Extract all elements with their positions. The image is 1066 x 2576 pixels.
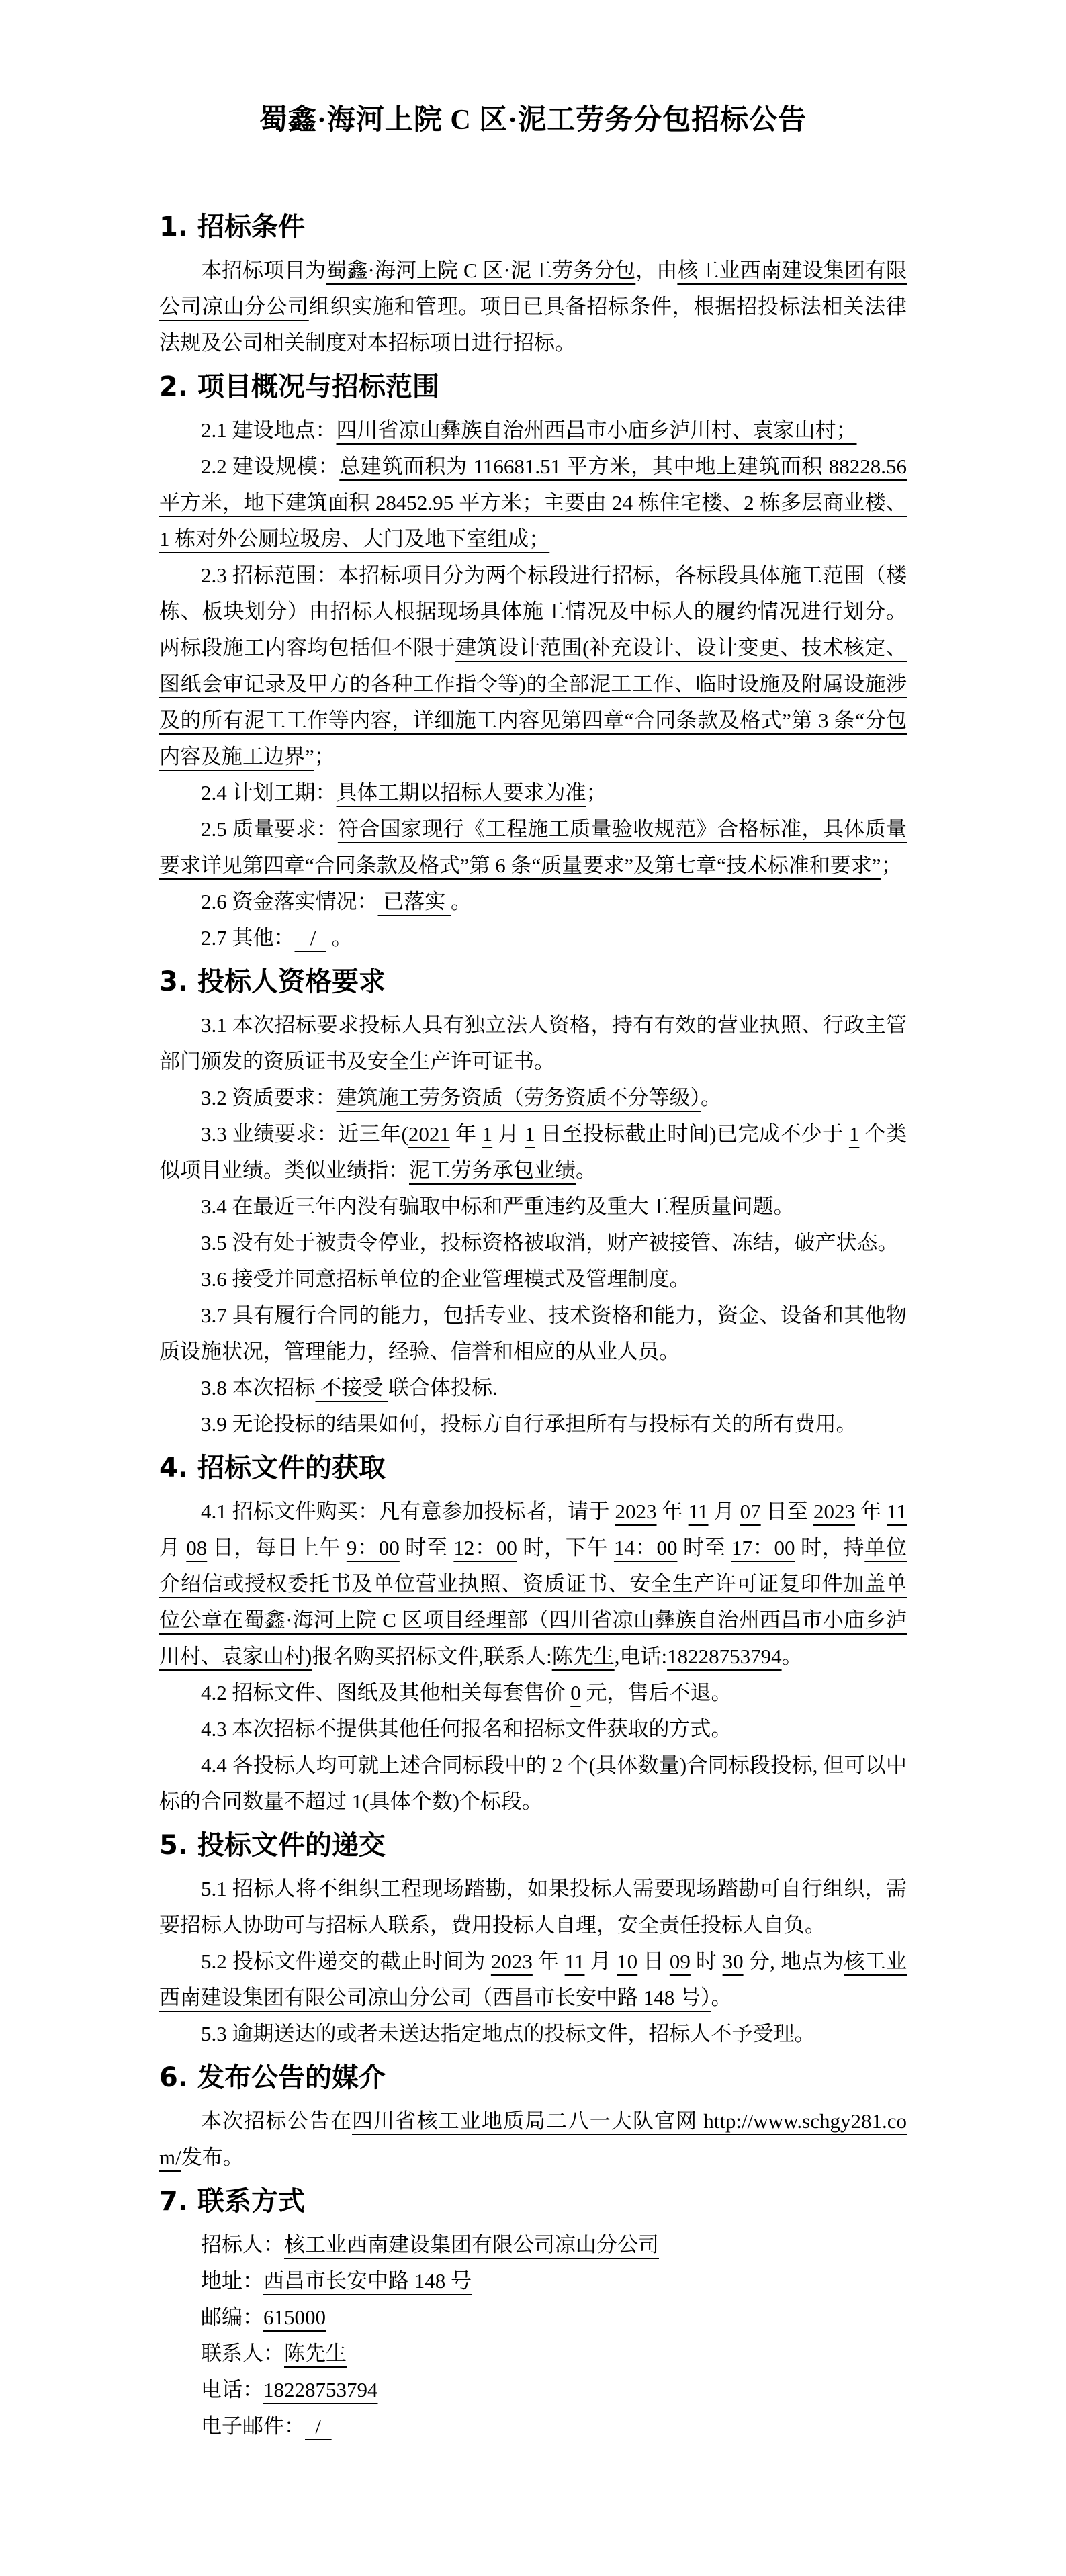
filled-blank-text: 1 <box>848 1122 860 1146</box>
paragraph <box>159 557 907 775</box>
text-run: 本招标项目为 <box>201 259 326 282</box>
filled-blank-text: 08 <box>186 1536 208 1559</box>
filled-blank-text: 17：00 <box>731 1536 795 1559</box>
filled-blank-text: 2021 <box>408 1122 450 1146</box>
filled-blank-text: / <box>294 926 326 950</box>
text-run: 月 <box>708 1500 740 1523</box>
paragraph <box>159 775 907 811</box>
text-run: 2.1 建设地点： <box>201 418 337 442</box>
section-heading-6: 6. 发布公告的媒介 <box>159 2062 386 2093</box>
text-run: 发布。 <box>181 2146 244 2169</box>
text-run: 3.4 在最近三年内没有骗取中标和严重违约及重大工程质量问题。 <box>201 1195 795 1218</box>
text-run: 联合体投标. <box>388 1376 498 1399</box>
paragraph <box>159 1871 907 1943</box>
filled-blank-text: 核工业西南建设集团有限公司凉山分公司 <box>159 259 907 318</box>
paragraph <box>159 2016 907 2052</box>
filled-blank-text: 已落实 <box>377 890 451 913</box>
text-run: ； <box>586 781 607 804</box>
section-heading-2: 2. 项目概况与招标范围 <box>159 371 439 402</box>
text-run: 地址： <box>201 2269 263 2293</box>
paragraph <box>159 2372 907 2408</box>
text-run: 时 <box>690 1949 723 1973</box>
filled-blank-text: 不接受 <box>315 1376 388 1399</box>
filled-blank-text: 总建筑面积为 116681.51 平方米，其中地上建筑面积 88228.56 平方米，地下建筑面积 28452.95 平方米；主要由 24 栋住宅楼、2 栋多层商业楼、1 栋对外公厕垃圾房、大门及地下室组成； <box>159 455 907 551</box>
filled-blank-text: 2023 <box>813 1500 856 1523</box>
text-run: 3.6 接受并同意招标单位的企业管理模式及管理制度。 <box>201 1267 691 1291</box>
paragraph <box>159 811 907 884</box>
text-run: 本次招标公告在 <box>201 2109 353 2133</box>
filled-blank-text: 615000 <box>263 2305 326 2329</box>
text-run: 报名购买招标文件,联系人: <box>312 1645 552 1668</box>
filled-blank-text: 蜀鑫·海河上院 C 区·泥工劳务分包 <box>326 259 636 282</box>
text-run: 年 <box>449 1122 482 1146</box>
text-run: 5.3 逾期送达的或者未送达指定地点的投标文件，招标人不予受理。 <box>201 2022 815 2045</box>
paragraph <box>159 252 907 361</box>
text-run: 3.7 具有履行合同的能力，包括专业、技术资格和能力，资金、设备和其他物质设施状况，管理能力，经验、信誉和相应的从业人员。 <box>159 1303 907 1363</box>
paragraph <box>159 449 907 557</box>
filled-blank-text: 陈先生 <box>284 2342 347 2365</box>
filled-blank-text: 建筑施工劳务资质（劳务资质不分等级） <box>336 1086 701 1109</box>
text-run: 3.1 本次招标要求投标人具有独立法人资格，持有有效的营业执照、行政主管部门颁发的资质证书及安全生产许可证书。 <box>159 1013 907 1073</box>
paragraph <box>159 1007 907 1080</box>
text-run: 2.6 资金落实情况： <box>201 890 378 913</box>
paragraph <box>159 1943 907 2016</box>
filled-blank-text: 07 <box>740 1500 761 1523</box>
paragraph <box>159 2263 907 2299</box>
text-run: 日 <box>637 1949 670 1973</box>
filled-blank-text: 12：00 <box>453 1536 517 1559</box>
filled-blank-text: 符合国家现行《工程施工质量验收规范》合格标准，具体质量要求详见第四章“合同条款及格式”第 6 条“质量要求”及第七章“技术标准和要求” <box>159 817 907 877</box>
text-run: 个类似项目业绩。类似业绩指： <box>159 1122 907 1182</box>
filled-blank-text: 具体工期以招标人要求为准 <box>336 781 586 804</box>
filled-blank-text: 11 <box>887 1500 907 1523</box>
paragraph <box>159 1370 907 1406</box>
text-run: 时至 <box>677 1536 731 1559</box>
filled-blank-text: 2023 <box>615 1500 657 1523</box>
paragraph <box>159 1116 907 1189</box>
text-run: 月 <box>584 1949 617 1973</box>
text-run: 2.7 其他： <box>201 926 295 950</box>
section-heading-5: 5. 投标文件的递交 <box>159 1830 386 1861</box>
filled-blank-text: 18228753794 <box>263 2378 378 2401</box>
text-run: ； <box>881 854 902 877</box>
text-run: 联系人： <box>201 2342 284 2365</box>
section-heading-3: 3. 投标人资格要求 <box>159 966 386 997</box>
text-run: 2.4 计划工期： <box>201 781 337 804</box>
paragraph <box>159 2103 907 2176</box>
text-run: 分, 地点为 <box>743 1949 844 1973</box>
text-run: 月 <box>492 1122 525 1146</box>
text-run: 5.2 投标文件递交的截止时间为 <box>201 1949 491 1973</box>
text-run: 。 <box>781 1645 803 1668</box>
filled-blank-text: 18228753794 <box>667 1645 782 1668</box>
filled-blank-text: 单位介绍信或授权委托书及单位营业执照、资质证书、安全生产许可证复印件加盖单位公章在蜀鑫·海河上院 C 区项目经理部（四川省凉山彝族自治州西昌市小庙乡泸川村、袁家山村) <box>159 1536 907 1668</box>
filled-blank-text: / <box>305 2414 332 2438</box>
text-run: 年 <box>656 1500 689 1523</box>
paragraph <box>159 1080 907 1116</box>
text-run: 3.8 本次招标 <box>201 1376 316 1399</box>
text-run: 时至 <box>399 1536 454 1559</box>
paragraph <box>159 1225 907 1261</box>
text-run: 时，下午 <box>517 1536 614 1559</box>
text-run: 3.5 没有处于被责令停业，投标资格被取消，财产被接管、冻结，破产状态。 <box>201 1231 899 1254</box>
text-run: 邮编： <box>201 2305 263 2329</box>
paragraph <box>159 920 907 956</box>
text-run: 。 <box>711 1986 732 2009</box>
text-run: 5.1 招标人将不组织工程现场踏勘，如果投标人需要现场踏勘可自行组织，需要招标人协助可与招标人联系，费用投标人自理，安全责任投标人自负。 <box>159 1877 907 1937</box>
filled-blank-text: 10 <box>617 1949 638 1973</box>
filled-blank-text: 建筑设计范围(补充设计、设计变更、技术核定、图纸会审记录及甲方的各种工作指令等)的全部泥工工作、临时设施及附属设施涉及的所有泥工工作等内容，详细施工内容见第四章“合同条款及格式”第 3 条“分包内容及施工边界” <box>159 636 907 768</box>
text-run: 时，持 <box>795 1536 865 1559</box>
text-run: ，由 <box>635 259 678 282</box>
text-run: 招标人： <box>201 2233 284 2256</box>
text-run: 日至投标截止时间)已完成不少于 <box>535 1122 849 1146</box>
text-run: 2.3 招标范围：本招标项目分为两个标段进行招标，各标段具体施工范围（楼栋、板块划分）由招标人根据现场具体施工情况及中标人的履约情况进行划分。两标段施工内容均包括但不限于 <box>159 563 907 659</box>
filled-blank-text: 9：00 <box>346 1536 400 1559</box>
paragraph <box>159 2336 907 2372</box>
filled-blank-text: 2023 <box>490 1949 533 1973</box>
filled-blank-text: 陈先生 <box>551 1645 615 1668</box>
paragraph <box>159 884 907 920</box>
paragraph <box>159 1189 907 1225</box>
text-run: 。 <box>576 1158 596 1182</box>
text-run: 。 <box>326 926 353 950</box>
filled-blank-text: 泥工劳务承包业绩 <box>409 1158 576 1182</box>
text-run: 年 <box>532 1949 565 1973</box>
paragraph <box>159 2299 907 2336</box>
paragraph <box>159 412 907 449</box>
filled-blank-text: 14：00 <box>613 1536 678 1559</box>
paragraph <box>159 1711 907 1747</box>
filled-blank-text: 1 <box>525 1122 535 1146</box>
filled-blank-text: 四川省核工业地质局二八一大队官网 http://www.schgy281.com/ <box>159 2109 907 2169</box>
text-run: 元，售后不退。 <box>580 1681 732 1704</box>
document-title: 蜀鑫·海河上院 C 区·泥工劳务分包招标公告 <box>259 105 807 136</box>
filled-blank-text: 30 <box>722 1949 744 1973</box>
text-run: 4.1 招标文件购买：凡有意参加投标者，请于 <box>201 1500 615 1523</box>
text-run: 电子邮件： <box>201 2414 305 2438</box>
section-heading-1: 1. 招标条件 <box>159 212 305 242</box>
paragraph <box>159 1406 907 1442</box>
text-run: 2.2 建设规模： <box>201 455 340 478</box>
text-run: 。 <box>701 1086 721 1109</box>
filled-blank-text: 11 <box>564 1949 585 1973</box>
text-run: 3.2 资质要求： <box>201 1086 337 1109</box>
filled-blank-text: 1 <box>482 1122 493 1146</box>
text-run: 日，每日上午 <box>207 1536 347 1559</box>
paragraph <box>159 1747 907 1820</box>
paragraph <box>159 2408 907 2444</box>
paragraph <box>159 1261 907 1297</box>
filled-blank-text: 09 <box>669 1949 691 1973</box>
filled-blank-text: 0 <box>570 1681 581 1704</box>
filled-blank-text: 核工业西南建设集团有限公司凉山分公司（西昌市长安中路 148 号） <box>159 1949 907 2009</box>
text-run: ,电话: <box>614 1645 668 1668</box>
filled-blank-text: 四川省凉山彝族自治州西昌市小庙乡泸川村、袁家山村； <box>336 418 857 442</box>
filled-blank-text: 西昌市长安中路 148 号 <box>263 2269 472 2293</box>
document-body <box>159 211 907 2444</box>
filled-blank-text: 11 <box>688 1500 709 1523</box>
text-run: 4.4 各投标人均可就上述合同标段中的 2 个(具体数量)合同标段投标, 但可以中标的合同数量不超过 1(具体个数)个标段。 <box>159 1753 907 1813</box>
text-run: 2.5 质量要求： <box>201 817 338 841</box>
paragraph <box>159 1493 907 1675</box>
text-run: 日至 <box>760 1500 814 1523</box>
filled-blank-text: 核工业西南建设集团有限公司凉山分公司 <box>284 2233 659 2256</box>
paragraph <box>159 1675 907 1711</box>
text-run: 电话： <box>201 2378 263 2401</box>
section-heading-7: 7. 联系方式 <box>159 2186 305 2217</box>
text-run: 月 <box>159 1536 187 1559</box>
paragraph <box>159 2227 907 2263</box>
text-run: 。 <box>451 890 472 913</box>
text-run: 4.2 招标文件、图纸及其他相关每套售价 <box>201 1681 571 1704</box>
paragraph <box>159 1297 907 1370</box>
text-run: 组织实施和管理。项目已具备招标条件，根据招投标法相关法律法规及公司相关制度对本招标项目进行招标。 <box>159 295 907 355</box>
text-run: 3.9 无论投标的结果如何，投标方自行承担所有与投标有关的所有费用。 <box>201 1412 857 1436</box>
text-run: 3.3 业绩要求：近三年( <box>201 1122 408 1146</box>
section-heading-4: 4. 招标文件的获取 <box>159 1453 386 1483</box>
text-run: 年 <box>855 1500 887 1523</box>
text-run: 4.3 本次招标不提供其他任何报名和招标文件获取的方式。 <box>201 1717 732 1741</box>
text-run: ； <box>314 745 335 768</box>
